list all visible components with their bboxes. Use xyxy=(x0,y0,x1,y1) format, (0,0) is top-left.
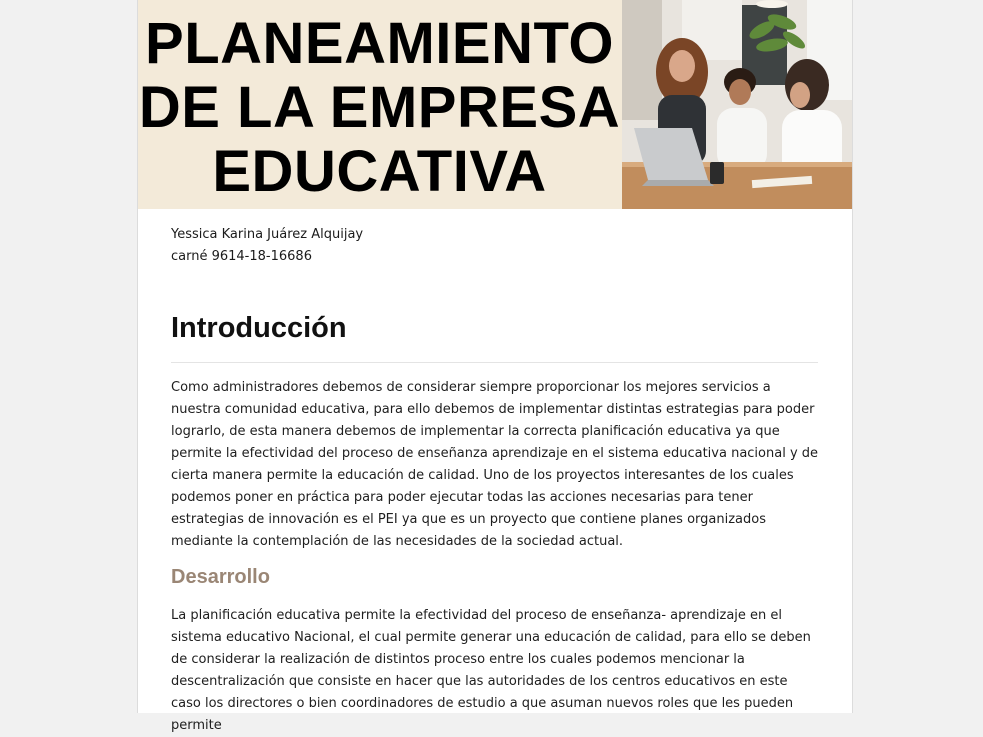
author-carne: carné 9614-18-16686 xyxy=(171,249,312,264)
desarrollo-heading: Desarrollo xyxy=(171,566,270,588)
intro-paragraph: Como administradores debemos de considerar siempre proporcionar los mejores servicios a nuestra comunidad educativa, para ello debemos de implementar distintas estrategias para poder lograrlo, de esta manera debemos de implementar la correcta planificación educativa ya que permite la efectividad del proceso de enseñanza aprendizaje en el sistema educativa nacional y de cierta manera permite la educación de calidad. Uno de los proyectos interesantes de los cuales podemos poner en práctica para poder ejecutar todas las acciones necesarias para tener estrategias de innovación es el PEI ya que es un proyecto que contiene planes organizados mediante la contemplación de las necesidades de la sociedad actual. xyxy=(171,380,819,549)
desarrollo-paragraph: La planificación educativa permite la efectividad del proceso de enseñanza- aprendizaje en el sistema educativo Nacional, el cual permite generar una educación de calidad, para ello se deben de considerar la realización de distintos proceso entre los cuales podemos mencionar la descentralización que consiste en hacer que las autoridades de los centros educativos en este caso los directores o bien coordinadores de estudio a que asuman nuevos roles que les pueden permite xyxy=(171,608,811,733)
banner-photo xyxy=(622,0,852,209)
intro-heading: Introducción xyxy=(171,312,347,344)
author-name: Yessica Karina Juárez Alquijay xyxy=(171,227,364,242)
section-divider xyxy=(171,362,818,363)
document-page xyxy=(137,0,853,733)
title-line-3: EDUCATIVA xyxy=(212,139,547,204)
title-line-1: PLANEAMIENTO xyxy=(145,11,614,76)
title-banner xyxy=(138,0,852,209)
document-title xyxy=(138,12,621,204)
students-photo-illustration xyxy=(622,0,852,209)
author-info xyxy=(171,224,363,268)
title-line-2: DE LA EMPRESA xyxy=(138,75,621,140)
